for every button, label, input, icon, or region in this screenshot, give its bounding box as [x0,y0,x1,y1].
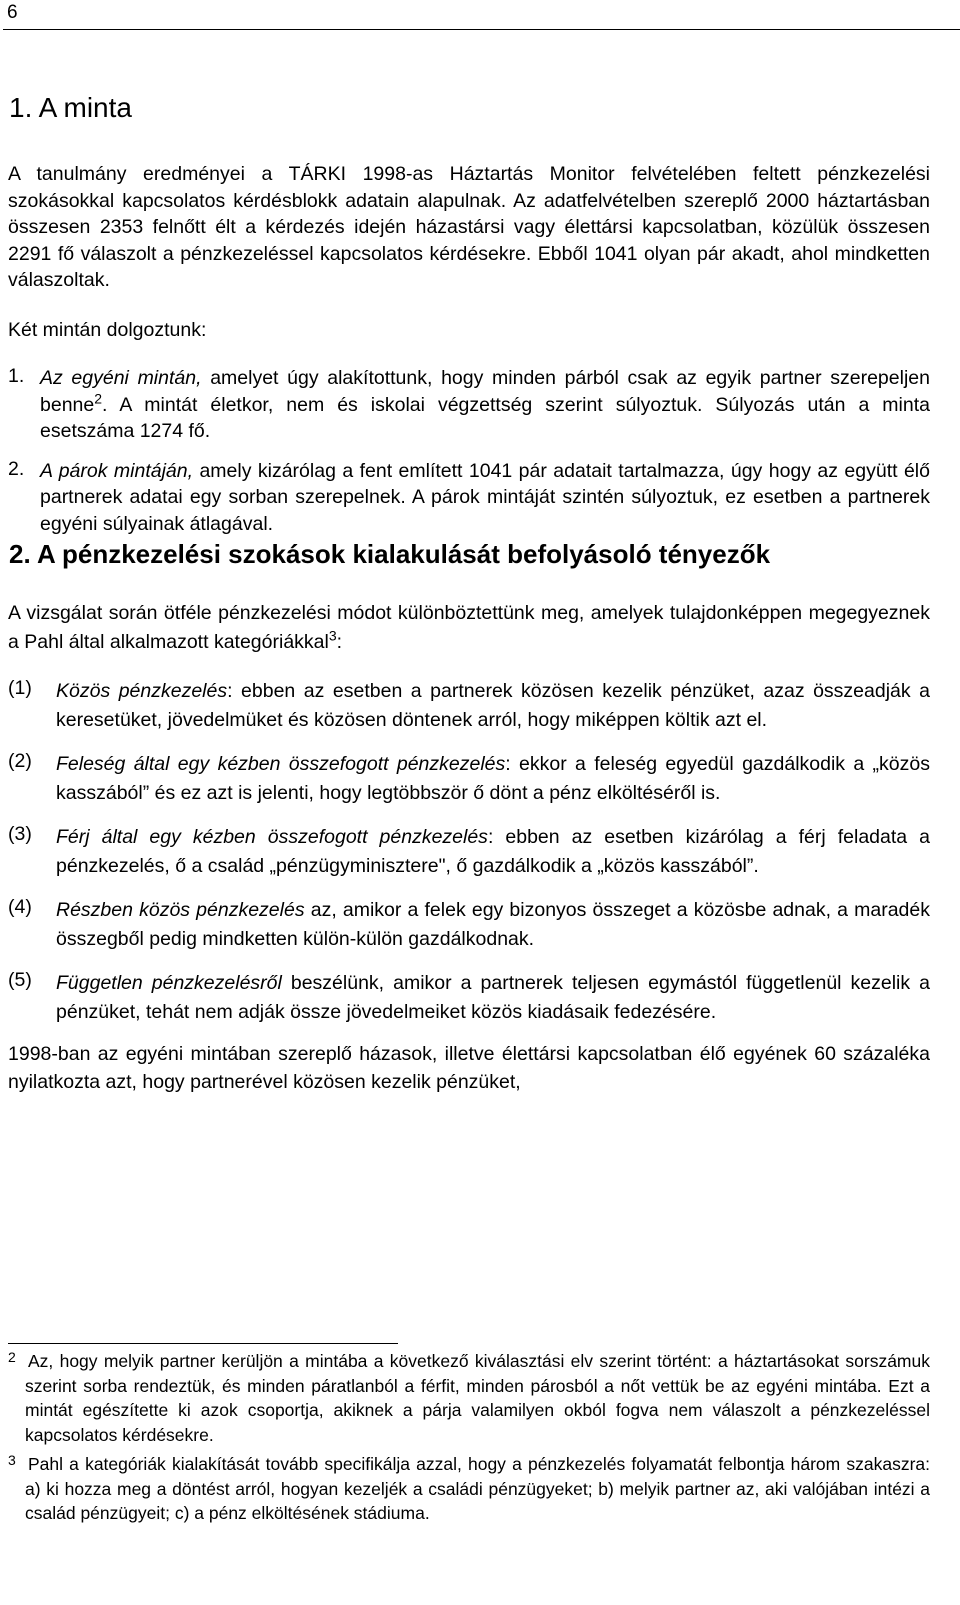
section-2-heading: 2. A pénzkezelési szokások kialakulását befolyásoló tényezők [9,539,771,569]
footnotes [8,1349,930,1531]
section-1-heading: 1. A minta [9,92,132,123]
category-title: Férj által egy kézben összefogott pénzkezelés [56,826,488,848]
category-number: (1) [8,677,32,699]
footnote-mark: 2 [8,1349,16,1365]
sample-item-1 [8,365,930,445]
category-item-4 [8,896,930,954]
footnote-separator [8,1343,398,1344]
category-item-2 [8,750,930,808]
category-title: Részben közös pénzkezelés [56,899,305,921]
category-number: (5) [8,969,32,991]
two-samples-label: Két mintán dolgoztunk: [8,318,207,341]
category-title: Feleség által egy kézben összefogott pénzkezelés [56,753,506,775]
footnote-3 [8,1452,930,1526]
category-text: : ebben az esetben kizárólag a férj feladata a pénzkezelés, ő a család „pénzügyminisztere", ő gazdálkodik a „közös kasszából”. [56,826,930,877]
footnote-ref-2: 2 [94,390,103,406]
footnote-text: Az, hogy melyik partner kerüljön a mintába a következő kiválasztási elv szerint történt: a háztartásokat sorszámuk szerint sorba rendeztük, és minden páratlanból a férfit, minden párosból a nőt vettük be az egyéni mintába. Ezt a mintát egészítette ki azok csoportja, akiknek a párja valamilyen okból fogva nem válaszolt a pénzkezeléssel kapcsolatos kérdésekre. [25,1351,930,1445]
category-title: Közös pénzkezelés [56,680,228,702]
footnote-mark: 3 [8,1452,16,1468]
sample-item-italic: A párok mintáján, [40,459,194,482]
category-item-1 [8,677,930,735]
category-title: Független pénzkezelésről [56,972,282,994]
category-text: az, amikor a felek egy bizonyos összeget a közösbe adnak, a maradék összegből pedig mindketten külön-külön gazdálkodnak. [56,899,930,950]
sample-item-italic: Az egyéni mintán, [40,367,202,389]
footnote-text: Pahl a kategóriák kialakítását tovább specifikálja azzal, hogy a pénzkezelés folyamatát felbontja három szakaszra: a) ki hozza meg a döntést arról, hogyan kezeljék a családi pénzügyeket; b) melyik partner az, aki valójában intézi a család pénzügyeit; c) a pénz elköltésének stádiuma. [25,1454,930,1523]
page-number: 6 [7,2,18,23]
category-number: (3) [8,823,32,845]
category-text: beszélünk, amikor a partnerek teljesen egymástól függetlenül kezelik a pénzüket, tehát nem adják össze jövedelmeiket közös kiadásaik fedezésére. [56,972,930,1023]
page-body [8,90,930,1096]
category-text: : ebben az esetben a partnerek közösen kezelik pénzüket, azaz összeadják a keresetüket, jövedelmüket és közösen döntenek arról, hogy miképpen költik azt el. [56,680,930,731]
closing-paragraph: 1998-ban az egyéni mintában szereplő házasok, illetve élettársi kapcsolatban élő egyének 60 százaléka nyilatkozta azt, hogy partnerével közösen kezelik pénzüket, [8,1043,930,1093]
sample-item-number: 2. [8,457,25,480]
section-2-intro: A vizsgálat során ötféle pénzkezelési módot különböztettünk meg, amelyek tulajdonképpen megegyeznek a Pahl által alkalmazott kategóriákkal$^3$: [8,602,930,653]
footnote-2 [8,1349,930,1447]
sample-item-text: Az egyéni mintán, amelyet úgy alakítottunk, hogy minden párból csak az egyik partner szerepeljen benne$^2$. A mintát életkor, nem és iskolai végzettség szerint súlyoztuk. Súlyozás után a minta esetszáma 1274 fő. [40,367,930,442]
category-item-5 [8,969,930,1027]
category-text: : ekkor a feleség egyedül gazdálkodik a „közös kasszából” és ez azt is jelenti, hogy legtöbbször ő dönt a pénz elköltéséről is. [56,753,930,804]
sample-item-text: A párok mintáján, amely kizárólag a fent említett 1041 pár adatait tartalmazza, úgy hogy az együtt élő partnerek adatai egy sorban szerepelnek. A párok mintáját szintén súlyoztuk, ez esetben a partnerek egyéni súlyainak átlagával. [40,459,930,535]
category-item-3 [8,823,930,881]
header-rule [3,29,960,30]
sample-item-2 [8,458,930,538]
footnote-ref-3: 3 [328,627,337,644]
intro-paragraph: A tanulmány eredményei a TÁRKI 1998-as Háztartás Monitor felvételében feltett pénzkezelési szokásokkal kapcsolatos kérdésblokk adatain alapulnak. Az adatfelvételben szereplő 2000 háztartásban összesen 2353 felnőtt élt a kérdezés idején házastársi vagy élettársi kapcsolatban, közülük összesen 2291 fő válaszolt a pénzkezeléssel kapcsolatos kérdésekre. Ebből 1041 olyan pár akadt, ahol mindketten válaszoltak. [8,163,930,291]
category-number: (2) [8,750,32,772]
sample-item-number: 1. [8,365,25,387]
category-number: (4) [8,896,32,918]
